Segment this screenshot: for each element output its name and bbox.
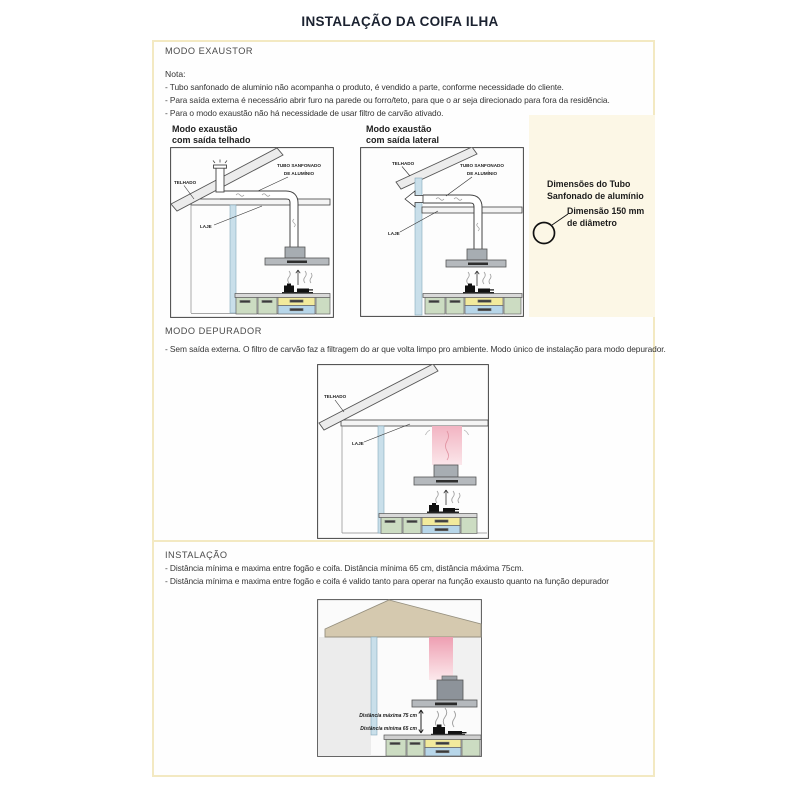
exaustor-heading: MODO EXAUSTOR bbox=[165, 46, 254, 56]
tubo-label-line1: TUBO SANFONADO bbox=[277, 163, 321, 168]
note-bullet: - Para o modo exaustão não há necessidade de usar filtro de carvão ativado. bbox=[165, 108, 444, 118]
diagram-installation-distances bbox=[317, 599, 482, 757]
roof-diagram-title-line2: com saída telhado bbox=[172, 135, 251, 145]
tube-circle bbox=[534, 223, 555, 244]
diagram-frame bbox=[318, 365, 489, 539]
depurador-heading: MODO DEPURADOR bbox=[165, 326, 262, 336]
ceiling-slab bbox=[341, 420, 488, 426]
dimension-callout-line1: Dimensão 150 mm bbox=[567, 206, 645, 216]
side-diagram-title-line2: com saída lateral bbox=[366, 135, 440, 145]
countertop bbox=[384, 735, 481, 740]
tube-dimensions-panel bbox=[529, 115, 655, 317]
hood-filter bbox=[468, 263, 488, 266]
cabinets bbox=[425, 298, 521, 315]
laje-label: LAJE bbox=[388, 231, 400, 236]
distance-max-label: Distância máxima 75 cm bbox=[359, 713, 417, 719]
telhado-label: TELHADO bbox=[324, 394, 347, 399]
hood-filter bbox=[287, 261, 307, 264]
note-bullet: - Distância mínima e maxima entre fogão e coifa é valido tanto para operar na função exausto quanto na função depurador bbox=[165, 576, 609, 586]
telhado-label: TELHADO bbox=[392, 161, 415, 166]
section-separator bbox=[154, 540, 653, 542]
vent-cap bbox=[214, 165, 227, 168]
cabinets bbox=[381, 518, 477, 534]
hood-chimney bbox=[467, 249, 487, 260]
cabinets bbox=[236, 298, 330, 315]
note-bullet: - Para saída externa é necessário abrir furo na parede ou forro/teto, para que o ar seja direcionado para fora da residência. bbox=[165, 95, 610, 105]
tubo-label-line2: DE ALUMÍNIO bbox=[466, 171, 498, 176]
side-diagram-title bbox=[366, 124, 439, 146]
countertop bbox=[423, 294, 522, 298]
roof-diagram-title bbox=[172, 124, 251, 146]
side-diagram-title-line1: Modo exaustão bbox=[366, 124, 432, 134]
page-title: INSTALAÇÃO DA COIFA ILHA bbox=[301, 14, 499, 29]
hood-chimney bbox=[434, 465, 458, 477]
hood-chimney bbox=[437, 680, 463, 700]
note-bullet: - Sem saída externa. O filtro de carvão faz a filtragem do ar que volta limpo pro ambiente. Modo único de instalação para modo depurador. bbox=[165, 344, 666, 354]
diagram-frame bbox=[361, 148, 524, 317]
note-label: Nota: bbox=[165, 69, 186, 79]
distance-min-label: Distância mínima 65 cm bbox=[360, 726, 417, 732]
dimension-callout-line2: de diâmetro bbox=[567, 218, 617, 228]
ceiling-slab bbox=[422, 207, 522, 213]
countertop bbox=[379, 514, 477, 518]
recirculated-air-column bbox=[429, 637, 453, 680]
telhado-label: TELHADO bbox=[174, 180, 197, 185]
dimensions-title-line1: Dimensões do Tubo bbox=[547, 179, 631, 189]
diagram-depurador bbox=[317, 364, 489, 539]
note-bullet: - Tubo sanfonado de aluminio não acompanha o produto, é vendido a parte, conforme necessidade do cliente. bbox=[165, 82, 564, 92]
content-box bbox=[152, 40, 666, 777]
dimensions-title-line2: Sanfonado de alumínio bbox=[547, 191, 644, 201]
hood-filter bbox=[435, 703, 457, 706]
roof-diagram-title-line1: Modo exaustão bbox=[172, 124, 238, 134]
tubo-label-line1: TUBO SANFONADO bbox=[460, 163, 504, 168]
tubo-label-line2: DE ALUMÍNIO bbox=[283, 171, 315, 176]
laje-label: LAJE bbox=[200, 224, 212, 229]
instalacao-heading: INSTALAÇÃO bbox=[165, 550, 228, 560]
hood-chimney bbox=[285, 247, 305, 258]
pillar bbox=[371, 637, 377, 735]
left-wall bbox=[318, 637, 371, 756]
diagram-exhaust-roof bbox=[170, 147, 334, 318]
cabinets bbox=[386, 740, 480, 757]
hood-filter bbox=[436, 480, 458, 483]
ceiling-slab bbox=[191, 199, 330, 205]
countertop bbox=[235, 294, 330, 298]
tube-diameter-figure bbox=[529, 210, 655, 270]
recirculated-air-column bbox=[432, 426, 462, 465]
diagram-exhaust-side bbox=[360, 147, 524, 317]
circle-pointer bbox=[552, 214, 568, 225]
laje-label: LAJE bbox=[352, 441, 364, 446]
note-bullet: - Distância mínima e maxima entre fogão e coifa. Distância mínima 65 cm, distância máxima 75cm. bbox=[165, 563, 524, 573]
vent-pipe bbox=[216, 168, 224, 192]
